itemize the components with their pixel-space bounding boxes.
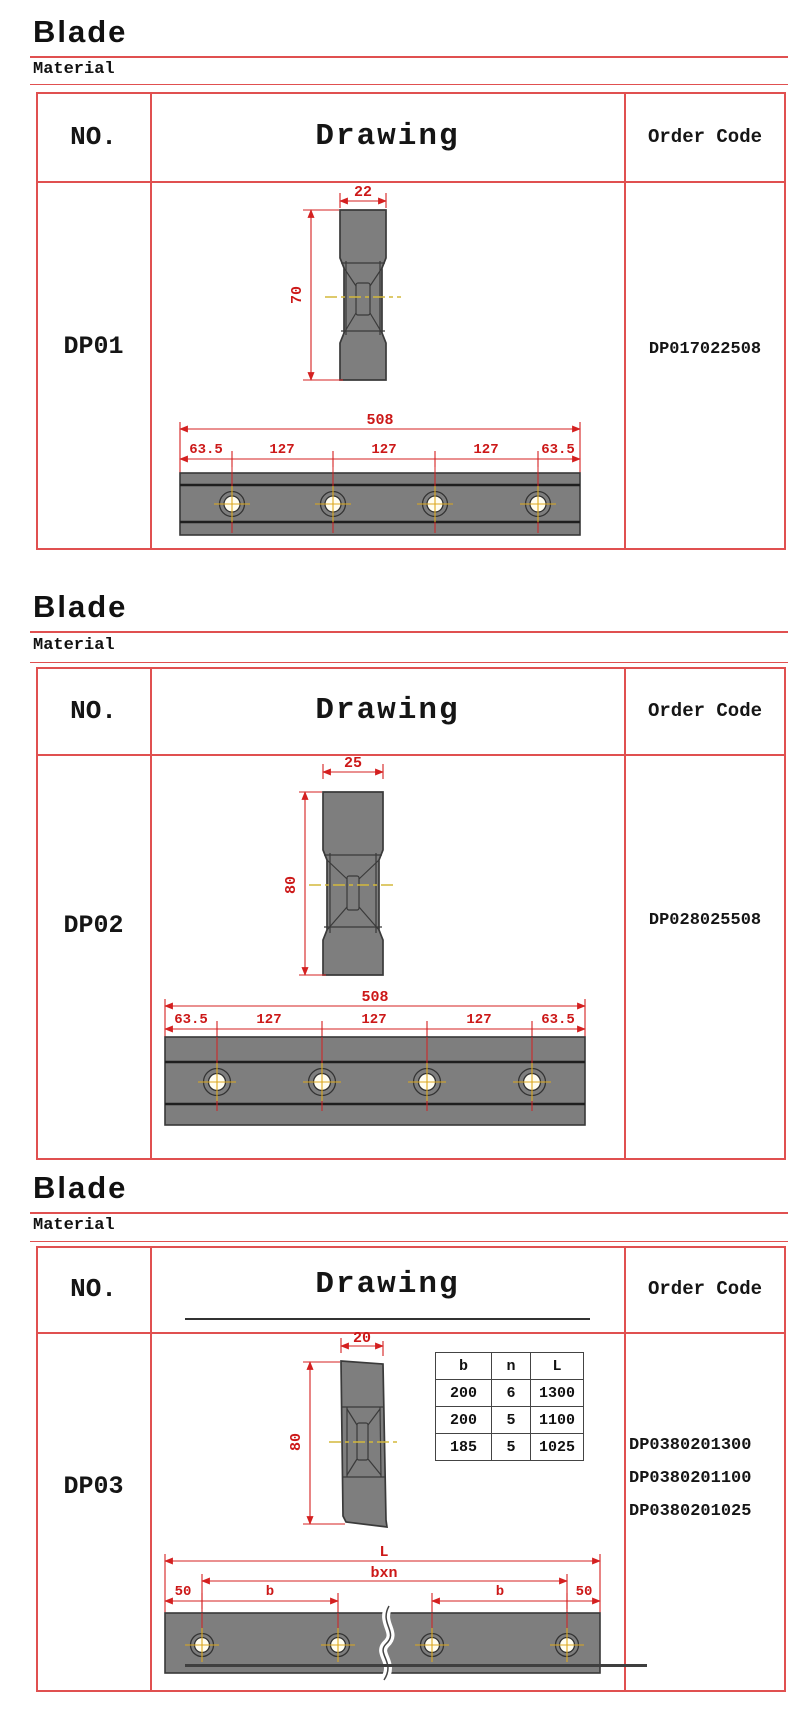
column-header-drawing: Drawing [315,1266,460,1302]
dim-label: bxn [370,1565,398,1582]
svg-text:127: 127 [466,1012,492,1028]
spec-cell: 1100 [531,1407,584,1434]
part-number: DP02 [63,910,124,940]
section-title: Blade [33,589,128,624]
dp01-technical-drawing [153,183,625,549]
column-header-order-code: Order Code [647,125,763,148]
svg-text:50: 50 [575,1584,593,1600]
svg-text:127: 127 [361,1012,387,1028]
order-code: DP017022508 [648,339,762,359]
blade-bar-shape [165,1037,585,1125]
profile-height-dimension [303,1362,345,1524]
profile-height-dimension [299,792,326,975]
dim-label: 508 [366,412,394,429]
spec-cell: 200 [436,1380,492,1407]
blade-bar-shape [165,1606,600,1680]
order-code: DP0380201300 [629,1436,752,1455]
svg-text:63.5: 63.5 [189,442,223,458]
title-rule [30,56,788,58]
title-rule [30,1212,788,1214]
dim-label: L [379,1544,389,1561]
svg-text:63.5: 63.5 [541,1012,575,1028]
order-code: DP0380201025 [629,1502,752,1521]
spec-cell: 5 [492,1434,531,1461]
svg-text:127: 127 [269,442,295,458]
column-header-drawing: Drawing [315,119,460,154]
spec-header: n [492,1353,531,1380]
part-number: DP01 [63,331,124,361]
svg-text:50: 50 [174,1584,192,1600]
blade-profile-shape [309,792,397,975]
subtitle-rule [30,84,788,85]
profile-height-dimension [303,210,343,380]
blade-profile-shape [325,210,401,380]
spec-header: L [531,1353,584,1380]
column-header-order-code: Order Code [647,1278,763,1300]
section-title: Blade [33,1170,128,1205]
dp02-technical-drawing [153,755,625,1158]
section-title: Blade [33,14,128,49]
spec-cell: 5 [492,1407,531,1434]
section-subtitle: Material [33,636,115,655]
bar-segment-dimensions [165,1593,600,1613]
cutting-edge-line [185,1664,647,1667]
break-line [383,1606,390,1680]
spec-cell: 1300 [531,1380,584,1407]
svg-text:127: 127 [371,442,397,458]
spec-cell: 185 [436,1434,492,1461]
section-subtitle: Material [33,1216,115,1235]
column-header-order-code: Order Code [647,699,763,722]
dim-label: 80 [283,875,300,895]
dim-label: 508 [361,989,389,1006]
dim-label: 22 [353,184,373,201]
dp03-technical-drawing [153,1330,625,1690]
dim-label: 25 [343,755,363,772]
spec-cell: 1025 [531,1434,584,1461]
title-rule [30,631,788,633]
svg-text:63.5: 63.5 [541,442,575,458]
spec-cell: 6 [492,1380,531,1407]
section-subtitle: Material [33,60,115,79]
drawing-header-underline [185,1318,590,1320]
column-header-drawing: Drawing [315,693,460,728]
svg-text:127: 127 [256,1012,282,1028]
blade-profile-shape [329,1361,399,1527]
dim-label: 20 [352,1330,372,1347]
svg-text:127: 127 [473,442,499,458]
order-code: DP0380201100 [629,1469,752,1488]
subtitle-rule [30,1241,788,1242]
part-number: DP03 [63,1471,124,1501]
column-header-no: NO. [70,121,117,152]
svg-text:b: b [265,1584,275,1600]
dim-label: 80 [288,1432,305,1452]
order-code-list [629,1429,785,1528]
spec-header: b [436,1353,492,1380]
bar-total-dimension [165,1554,600,1613]
subtitle-rule [30,662,788,663]
spec-cell: 200 [436,1407,492,1434]
blade-bar-shape [180,467,580,535]
column-header-no: NO. [70,695,117,726]
svg-text:63.5: 63.5 [174,1012,208,1028]
order-code: DP028025508 [648,910,762,930]
svg-text:b: b [495,1584,505,1600]
column-header-no: NO. [70,1274,117,1304]
dim-label: 70 [289,285,306,305]
